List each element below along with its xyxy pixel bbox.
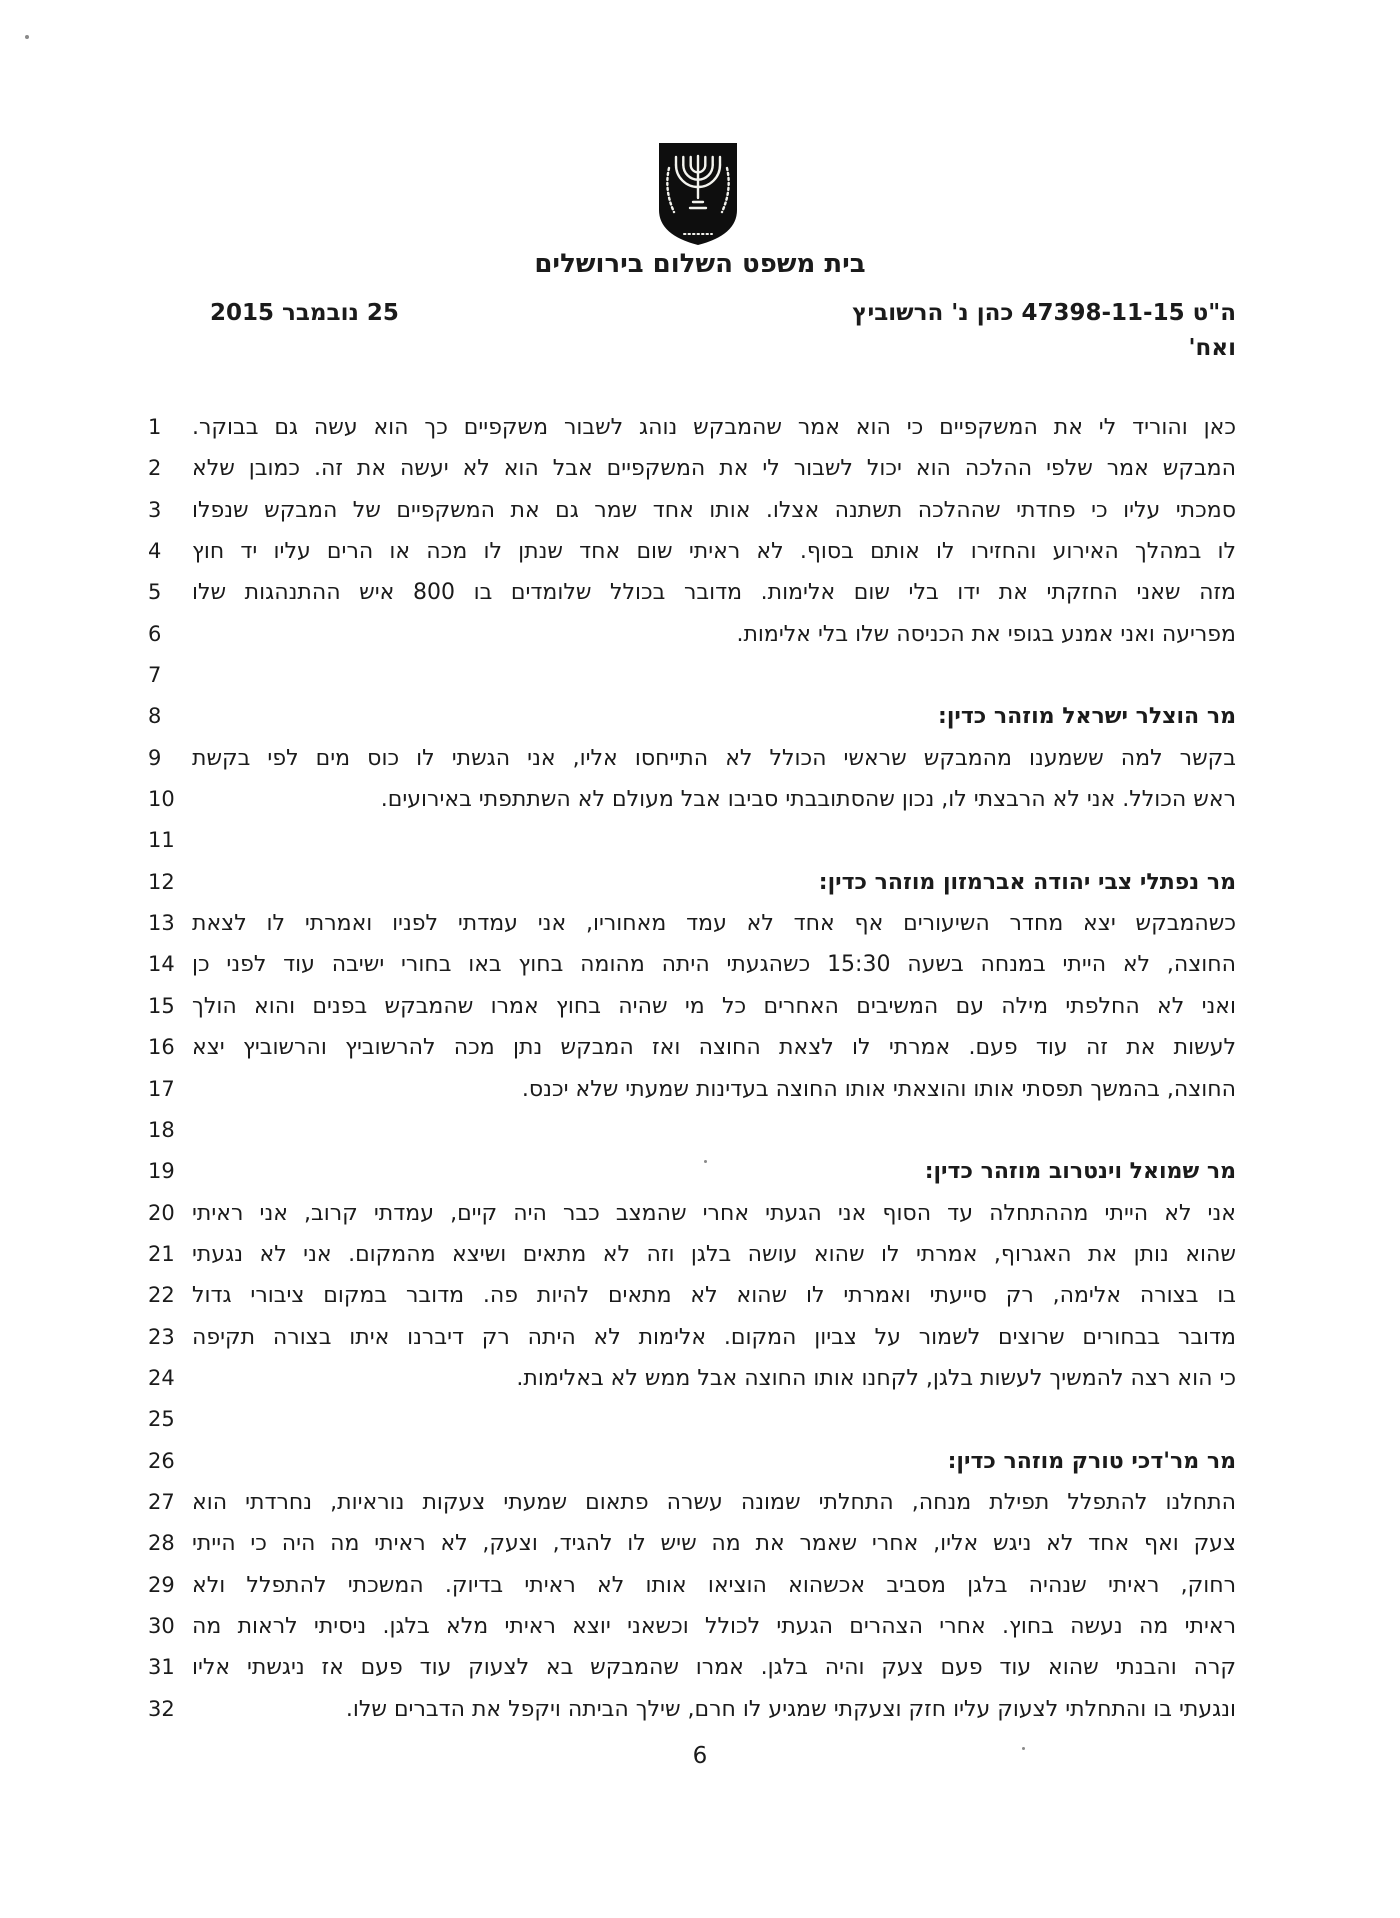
line-number: 19 [148,1159,175,1184]
transcript-line [0,614,1400,655]
transcript-line [0,1441,1400,1482]
line-text: בקשר למה ששמענו מהמבקש שראשי הכולל לא התייחסו אליו, אני הגשתי לו כוס מים לפי בקשת [192,745,1236,771]
line-text: ראש הכולל. אני לא הרבצתי לו, נכון שהסתובבתי סביבו אבל מעולם לא השתתפתי באירועים. [380,787,1236,813]
line-text: מר נפתלי צבי יהודה אברמזון מוזהר כדין: [818,869,1236,895]
line-number: 1 [148,415,162,439]
case-reference-continuation: ואח' [1188,335,1236,361]
line-number: 20 [148,1200,175,1225]
transcript-line [0,531,1400,572]
line-number: 16 [148,1035,175,1060]
transcript-line [0,1647,1400,1688]
line-number: 10 [148,787,175,812]
transcript-line [0,903,1400,944]
israel-state-emblem-icon [654,138,742,250]
line-number: 3 [148,497,162,522]
line-text: קרה והבנתי שהוא עוד פעם צעק והיה בלגן. אמרו שהמבקש בא לצעוק עוד פעם אז ניגשתי אליו [192,1655,1236,1681]
line-number: 31 [148,1655,175,1680]
line-text: ראיתי מה נעשה בחוץ. אחרי הצהרים הגעתי לכולל וכשאני יוצא ראיתי מלא בלגן. ניסיתי לראות מה [192,1613,1236,1639]
line-text: החוצה, בהמשך תפסתי אותו והוצאתי אותו החוצה בעדינות שמעתי שלא יכנס. [521,1076,1236,1102]
line-text: כי הוא רצה להמשיך לעשות בלגן, לקחנו אותו החוצה אבל ממש לא באלימות. [516,1365,1236,1391]
line-text: בו בצורה אלימה, רק סייעתי ואמרתי לו שהוא לא מתאים להיות פה. מדובר במקום ציבורי גדול [192,1283,1236,1309]
case-reference-block [852,296,1236,366]
line-number: 24 [148,1365,175,1390]
line-text: שהוא נותן את האגרוף, אמרתי לו שהוא עושה בלגן וזה לא מתאים ושיצא מהמקום. אני לא נגעתי [192,1241,1236,1267]
line-number: 2 [148,456,162,481]
transcript-line [0,986,1400,1027]
line-text: אני לא הייתי מההתחלה עד הסוף אני הגעתי אחרי שהמצב כבר היה קיים, עמדתי קרוב, אני ראיתי [192,1200,1236,1226]
line-number: 26 [148,1448,175,1473]
line-text: מדובר בבחורים שרוצים לשמור על צביון המקום. אלימות לא היתה רק דיברנו איתו בצורה תקיפה [192,1324,1236,1350]
transcript-line [0,655,1400,696]
line-number: 7 [148,663,162,688]
line-number: 4 [148,539,162,564]
transcript-line [0,1399,1400,1440]
court-name: בית משפט השלום בירושלים [534,249,866,279]
transcript-line [0,862,1400,903]
scan-speck [25,35,29,39]
transcript-line [0,490,1400,531]
line-number: 18 [148,1117,175,1142]
line-text: כשהמבקש יצא מחדר השיעורים אף אחד לא עמד מאחוריו, אני עמדתי לפניו ואמרתי לו לצאת [192,911,1236,937]
line-number: 13 [148,911,175,936]
line-number: 29 [148,1572,175,1597]
line-text: לו במהלך האירוע והחזירו לו אותם בסוף. לא ראיתי שום אחד שנתן לו מכה או הרים עליו יד חוץ [192,539,1236,565]
line-text: מר שמואל וינטרוב מוזהר כדין: [924,1159,1236,1185]
line-text: התחלנו להתפלל תפילת מנחה, התחלתי שמונה עשרה פתאום שמעתי צעקות נוראיות, נחרדתי הוא [192,1489,1236,1515]
transcript-line [0,448,1400,489]
line-number: 8 [148,704,162,729]
transcript-line [0,1234,1400,1275]
line-number: 9 [148,745,162,770]
line-text: מר מר'דכי טורק מוזהר כדין: [947,1448,1236,1474]
transcript-line [0,1523,1400,1564]
transcript-line [0,1565,1400,1606]
line-number: 12 [148,869,175,894]
transcript-line [0,1275,1400,1316]
line-text: מפריעה ואני אמנע בגופי את הכניסה שלו בלי אלימות. [736,621,1236,647]
transcript-line [0,572,1400,613]
line-number: 17 [148,1076,175,1101]
case-reference: ה"ט 47398-11-15 כהן נ' הרשוביץ [852,300,1236,326]
line-text: החוצה, לא הייתי במנחה בשעה 15:30 כשהגעתי היתה מהומה בחוץ באו בחורי ישיבה עוד לפני כן [192,952,1236,978]
line-text: מר הוצלר ישראל מוזהר כדין: [938,704,1236,730]
transcript-line [0,1689,1400,1730]
line-text: מזה שאני החזקתי את ידו בלי שום אלימות. מדובר בכולל שלומדים בו 800 איש ההתנהגות שלו [192,580,1237,606]
line-text: ונגעתי בו והתחלתי לצעוק עליו חזק וצעקתי שמגיע לו חרם, שילך הביתה ויקפל את הדברים שלו. [345,1696,1236,1722]
line-number: 28 [148,1531,175,1556]
transcript-line [0,1358,1400,1399]
line-text: סמכתי עליו כי פחדתי שההלכה תשתנה אצלו. אותו אחד שמר גם את המשקפיים של המבקש שנפלו [192,497,1236,523]
transcript-line [0,1027,1400,1068]
line-text: רחוק, ראיתי שנהיה בלגן מסביב אכשהוא הוציאו אותו לא ראיתי בדיוק. המשכתי להתפלל ולא [192,1572,1236,1598]
line-text: ואני לא החלפתי מילה עם המשיבים האחרים כל מי שהיה בחוץ אמרו שהמבקש בפנים והוא הולך [192,993,1236,1019]
line-number: 30 [148,1613,175,1638]
transcript-line [0,1151,1400,1192]
line-number: 14 [148,952,175,977]
transcript-line [0,1069,1400,1110]
page-number: 6 [692,1743,708,1769]
line-number: 25 [148,1407,175,1432]
transcript-line [0,1606,1400,1647]
line-number: 11 [148,828,175,853]
line-number: 22 [148,1283,175,1308]
line-number: 32 [148,1696,175,1721]
line-text: המבקש אמר שלפי ההלכה הוא יכול לשבור לי את המשקפיים אבל הוא לא יעשה את זה. כמובן שלא [192,456,1236,482]
line-number: 6 [148,621,162,646]
transcript-line [0,407,1400,448]
line-number: 27 [148,1489,175,1514]
transcript-line [0,1482,1400,1523]
transcript-line [0,1317,1400,1358]
line-number: 15 [148,993,175,1018]
transcript-line [0,738,1400,779]
transcript-lines [0,407,1400,1730]
line-number: 23 [148,1324,175,1349]
hearing-date: 25 נובמבר 2015 [210,300,399,326]
line-text: כאן והוריד לי את המשקפיים כי הוא אמר שהמבקש נוהג לשבור משקפיים כך הוא עשה גם בבוקר. [192,415,1236,440]
transcript-line [0,779,1400,820]
transcript-line [0,696,1400,737]
transcript-line [0,820,1400,861]
line-text: צעק ואף אחד לא ניגש אליו, אחרי שאמר את מה שיש לו להגיד, וצעק, לא ראיתי מה היה כי הייתי [192,1531,1236,1557]
transcript-line [0,944,1400,985]
line-number: 5 [148,580,162,605]
line-number: 21 [148,1241,175,1266]
transcript-line [0,1193,1400,1234]
transcript-line [0,1110,1400,1151]
line-text: לעשות את זה עוד פעם. אמרתי לו לצאת החוצה ואז המבקש נתן מכה להרשוביץ והרשוביץ יצא [192,1035,1236,1061]
